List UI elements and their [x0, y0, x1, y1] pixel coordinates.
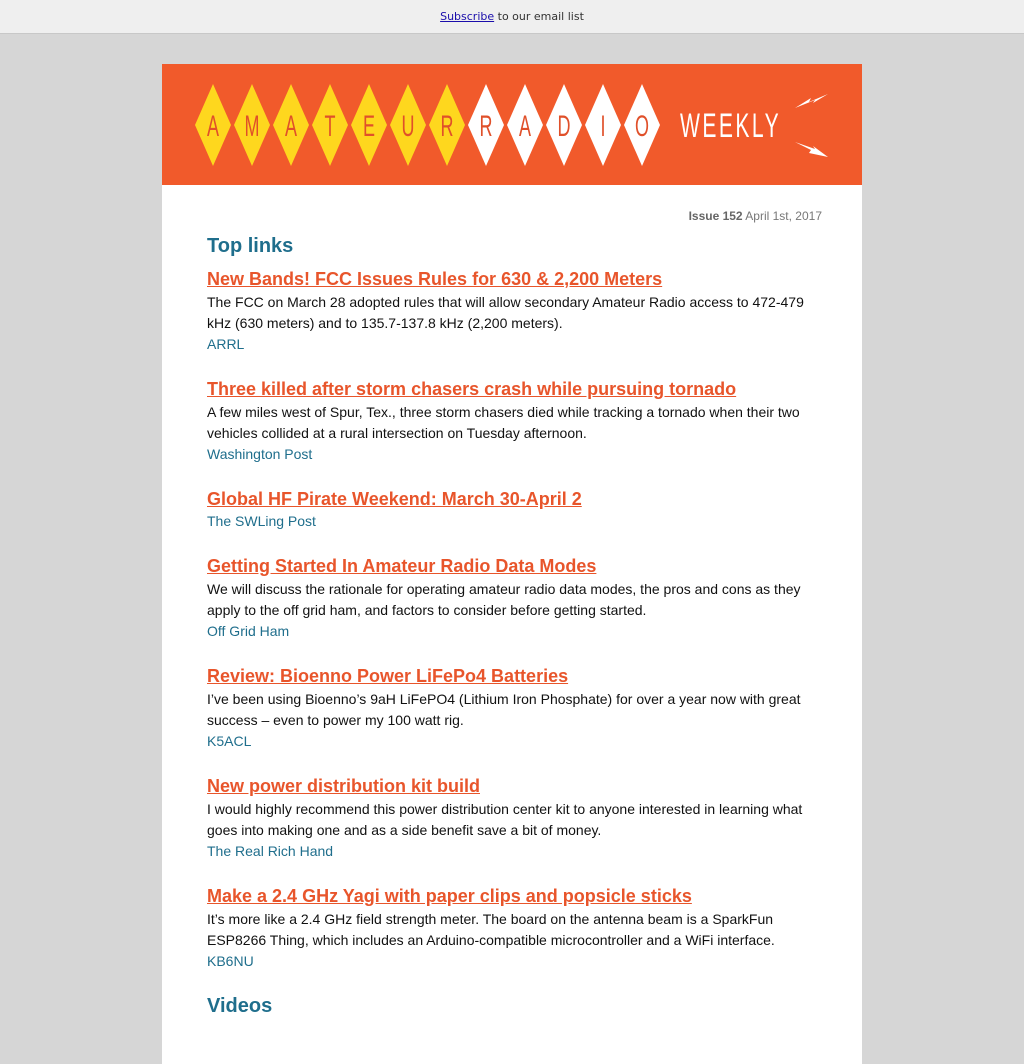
article-source-link[interactable]: K5ACL	[207, 733, 252, 749]
article-item	[207, 554, 822, 642]
article-title-link[interactable]: Global HF Pirate Weekend: March 30-April 2	[207, 489, 582, 509]
issue-number: Issue 152	[688, 209, 743, 223]
lightning-bolt-icon	[795, 142, 828, 157]
logo-letter: M	[244, 110, 260, 144]
article-title-link[interactable]: New power distribution kit build	[207, 776, 480, 796]
logo-letter: A	[518, 110, 532, 144]
logo-banner	[162, 64, 862, 185]
lightning-bolt-icon	[795, 94, 828, 108]
issue-info	[207, 209, 822, 223]
logo-letter: R	[440, 110, 454, 144]
logo-letter: U	[401, 110, 415, 144]
subscribe-link[interactable]: Subscribe	[440, 10, 495, 23]
article-title-link[interactable]: Review: Bioenno Power LiFePo4 Batteries	[207, 666, 569, 686]
article-description: I would highly recommend this power distribution center kit to anyone interested in learning what goes into making one and as a side benefit save a bit of money.	[207, 801, 803, 838]
newsletter-card	[162, 64, 862, 1064]
article-description: I’ve been using Bioenno’s 9aH LiFePO4 (Lithium Iron Phosphate) for over a year now with great success – even to power my 100 watt rig.	[207, 691, 801, 728]
article-item	[207, 884, 822, 972]
logo-weekly: WEEKLY	[680, 105, 782, 145]
article-title-link[interactable]: New Bands! FCC Issues Rules for 630 & 2,200 Meters	[207, 269, 663, 289]
subscribe-bar	[0, 0, 1024, 34]
article-description: The FCC on March 28 adopted rules that will allow secondary Amateur Radio access to 472-479 kHz (630 meters) and to 135.7-137.8 kHz (2,200 meters).	[207, 294, 804, 331]
article-item	[207, 664, 822, 752]
article-source-link[interactable]: Washington Post	[207, 446, 313, 462]
article-description: It’s more like a 2.4 GHz field strength meter. The board on the antenna beam is a SparkFun ESP8266 Thing, which includes an Arduino-compatible microcontroller and a WiFi interface.	[207, 911, 775, 948]
article-description: We will discuss the rationale for operating amateur radio data modes, the pros and cons as they apply to the off grid ham, and factors to consider before getting started.	[207, 581, 801, 618]
section-heading-videos: Videos	[207, 995, 273, 1017]
article-source-link[interactable]: The SWLing Post	[207, 513, 316, 529]
article-source-link[interactable]: ARRL	[207, 336, 245, 352]
logo-letter: D	[557, 110, 571, 144]
article-item	[207, 377, 822, 465]
article-title-link[interactable]: Make a 2.4 GHz Yagi with paper clips and popsicle sticks	[207, 886, 692, 906]
subscribe-text: to our email list	[494, 10, 584, 23]
issue-date: April 1st, 2017	[745, 209, 822, 223]
logo-letter: I	[600, 110, 606, 144]
article-item	[207, 774, 822, 862]
article-source-link[interactable]: KB6NU	[207, 953, 254, 969]
logo-letter: A	[206, 110, 220, 144]
section-heading-top-links: Top links	[207, 235, 294, 257]
logo-letter: R	[479, 110, 493, 144]
article-item	[207, 267, 822, 355]
logo	[162, 64, 862, 185]
article-source-link[interactable]: The Real Rich Hand	[207, 843, 334, 859]
logo-letter: T	[324, 110, 336, 144]
article-title-link[interactable]: Three killed after storm chasers crash while pursuing tornado	[207, 379, 737, 399]
article-description: A few miles west of Spur, Tex., three storm chasers died while tracking a tornado when their two vehicles collided at a rural intersection on Tuesday afternoon.	[207, 404, 800, 441]
article-source-link[interactable]: Off Grid Ham	[207, 623, 290, 639]
logo-letter: A	[284, 110, 298, 144]
logo-letter: O	[635, 110, 649, 144]
article-item	[207, 487, 822, 532]
article-title-link[interactable]: Getting Started In Amateur Radio Data Modes	[207, 556, 597, 576]
logo-letter: E	[362, 110, 376, 144]
